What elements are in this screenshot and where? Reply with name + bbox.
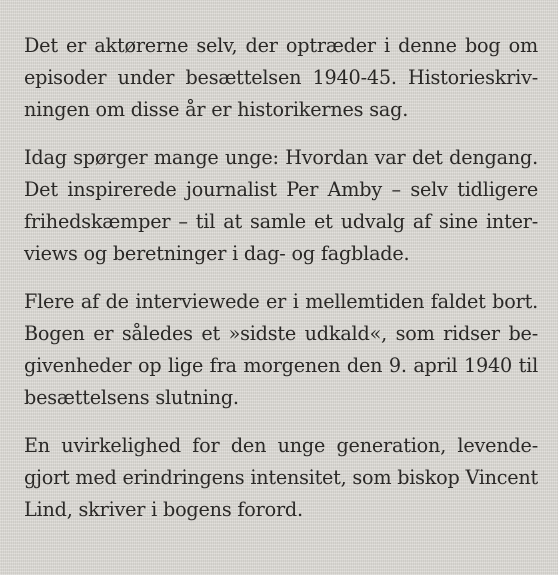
text-line: views og beretninger i dag- og fagblade. <box>24 242 410 265</box>
text-line: episoder under besættelsen 1940-45. Historieskriv- <box>24 66 538 89</box>
text-line: ningen om disse år er historikernes sag. <box>24 98 409 121</box>
text-line: Det inspirerede journalist Per Amby – selv tidligere <box>24 178 538 201</box>
text-line: gjort med erindringens intensitet, som biskop Vincent <box>24 466 538 489</box>
text-line: Bogen er således et »sidste udkald«, som ridser be- <box>24 322 538 345</box>
text-line: Idag spørger mange unge: Hvordan var det dengang. <box>24 146 538 169</box>
text-line: givenheder op lige fra morgenen den 9. april 1940 til <box>24 354 538 377</box>
paragraph-intro <box>24 30 538 126</box>
text-line: Lind, skriver i bogens forord. <box>24 498 303 521</box>
text-line: besættelsens slutning. <box>24 386 239 409</box>
text-line: Flere af de interviewede er i mellemtiden faldet bort. <box>24 290 538 313</box>
paragraph-foreword <box>24 430 538 526</box>
paragraph-last-call <box>24 286 538 414</box>
paragraph-question <box>24 142 538 270</box>
text-line: En uvirkelighed for den unge generation, levende- <box>24 434 538 457</box>
text-line: frihedskæmper – til at samle et udvalg af sine inter- <box>24 210 538 233</box>
text-line: Det er aktørerne selv, der optræder i denne bog om <box>24 34 538 57</box>
